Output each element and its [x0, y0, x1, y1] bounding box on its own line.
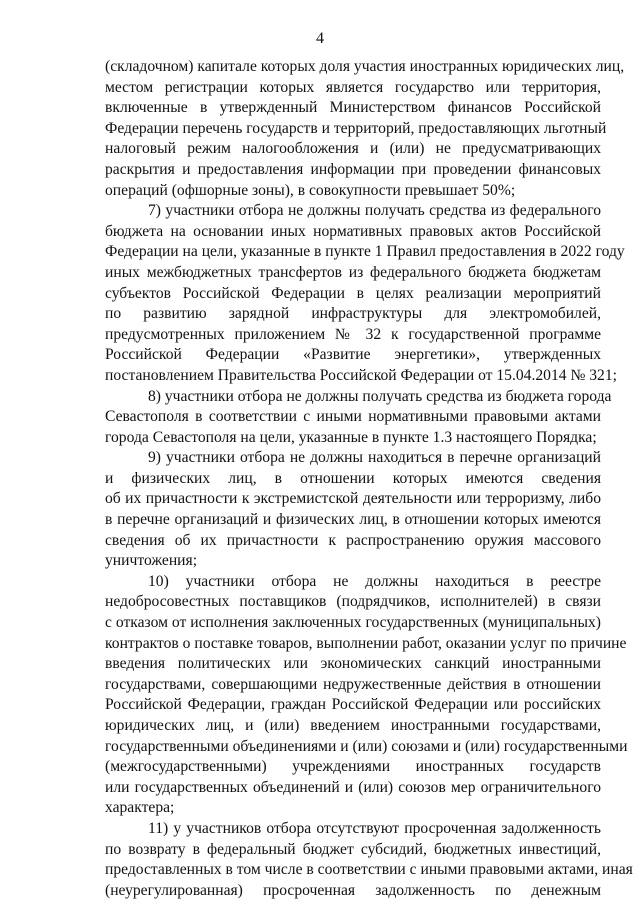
- text-line: по развитию зарядной инфраструктуры для электромобилей,: [105, 305, 601, 323]
- paragraph: [105, 57, 625, 201]
- text-line: и физических лиц, в отношении которых имеются сведения: [105, 469, 601, 487]
- text-line: субъектов Российской Федерации в целях реализации мероприятий: [105, 284, 601, 302]
- text-line: 9) участники отбора не должны находиться в перечне организаций: [148, 449, 601, 467]
- text-line: предоставленных в том числе в соответствии с иными правовыми актами, иная: [105, 861, 633, 879]
- text-line: с отказом от исполнения заключенных государственных (муниципальных): [105, 614, 601, 632]
- page-number: 4: [316, 30, 324, 47]
- text-line: контрактов о поставке товаров, выполнении работ, оказании услуг по причине: [105, 634, 627, 652]
- text-line: Федерации перечень государств и территорий, предоставляющих льготный: [105, 119, 607, 137]
- paragraph: [105, 201, 625, 386]
- text-line: включенные в утвержденный Министерством финансов Российской: [105, 99, 601, 117]
- text-line: (межгосударственными) учреждениями иностранных государств: [105, 758, 601, 776]
- text-line: операций (офшорные зоны), в совокупности превышает 50%;: [105, 181, 516, 199]
- text-line: постановлением Правительства Российской Федерации от 15.04.2014 № 321;: [105, 366, 617, 384]
- paragraph: [105, 448, 601, 572]
- text-line: 8) участники отбора не должны получать средства из бюджета города: [148, 387, 612, 405]
- text-line: по возврату в федеральный бюджет субсидий, бюджетных инвестиций,: [105, 840, 601, 858]
- text-line: 7) участники отбора не должны получать средства из федерального: [148, 202, 601, 220]
- text-line: уничтожения;: [105, 552, 198, 570]
- text-line: государствами, совершающими недружественные действия в отношении: [105, 675, 601, 693]
- text-line: Российской Федерации, граждан Российской Федерации или российских: [105, 696, 601, 714]
- text-line: 11) у участников отбора отсутствуют просроченная задолженность: [148, 819, 601, 837]
- text-line: (неурегулированная) просроченная задолженность по денежным: [105, 881, 601, 899]
- text-line: в перечне организаций и физических лиц, в отношении которых имеются: [105, 511, 601, 529]
- text-line: Российской Федерации «Развитие энергетики», утвержденных: [105, 346, 601, 364]
- text-line: характера;: [105, 799, 175, 817]
- text-line: государственными объединениями и (или) союзами и (или) государственными: [105, 737, 628, 755]
- paragraph: [105, 387, 612, 449]
- text-line: Федерации на цели, указанные в пункте 1 Правил предоставления в 2022 году: [105, 243, 625, 261]
- text-line: недобросовестных поставщиков (подрядчиков, исполнителей) в связи: [105, 593, 601, 611]
- text-line: иных межбюджетных трансфертов из федерального бюджета бюджетам: [105, 263, 601, 281]
- document-body: [105, 57, 633, 901]
- text-line: юридических лиц, и (или) введением иностранными государствами,: [105, 717, 601, 734]
- text-line: или государственных объединений и (или) союзов мер ограничительного: [105, 778, 601, 796]
- text-line: об их причастности к экстремистской деятельности или терроризму, либо: [105, 490, 601, 508]
- text-line: Севастополя в соответствии с иными нормативными правовыми актами: [105, 408, 601, 426]
- text-line: налоговый режим налогообложения и (или) не предусматривающих: [105, 140, 601, 158]
- paragraph: [105, 819, 633, 901]
- text-line: раскрытия и предоставления информации при проведении финансовых: [105, 160, 601, 178]
- text-line: города Севастополя на цели, указанные в пункте 1.3 настоящего Порядка;: [105, 428, 597, 446]
- paragraph: [105, 572, 628, 819]
- text-line: введения политических или экономических санкций иностранными: [105, 655, 601, 673]
- text-line: местом регистрации которых является государство или территория,: [105, 78, 601, 96]
- text-line: 10) участники отбора не должны находиться в реестре: [148, 572, 601, 590]
- text-line: предусмотренных приложением № 32 к государственной программе: [105, 325, 601, 343]
- text-line: сведения об их причастности к распространению оружия массового: [105, 531, 601, 549]
- text-line: (складочном) капитале которых доля участия иностранных юридических лиц,: [105, 58, 625, 75]
- text-line: бюджета на основании иных нормативных правовых актов Российской: [105, 222, 601, 240]
